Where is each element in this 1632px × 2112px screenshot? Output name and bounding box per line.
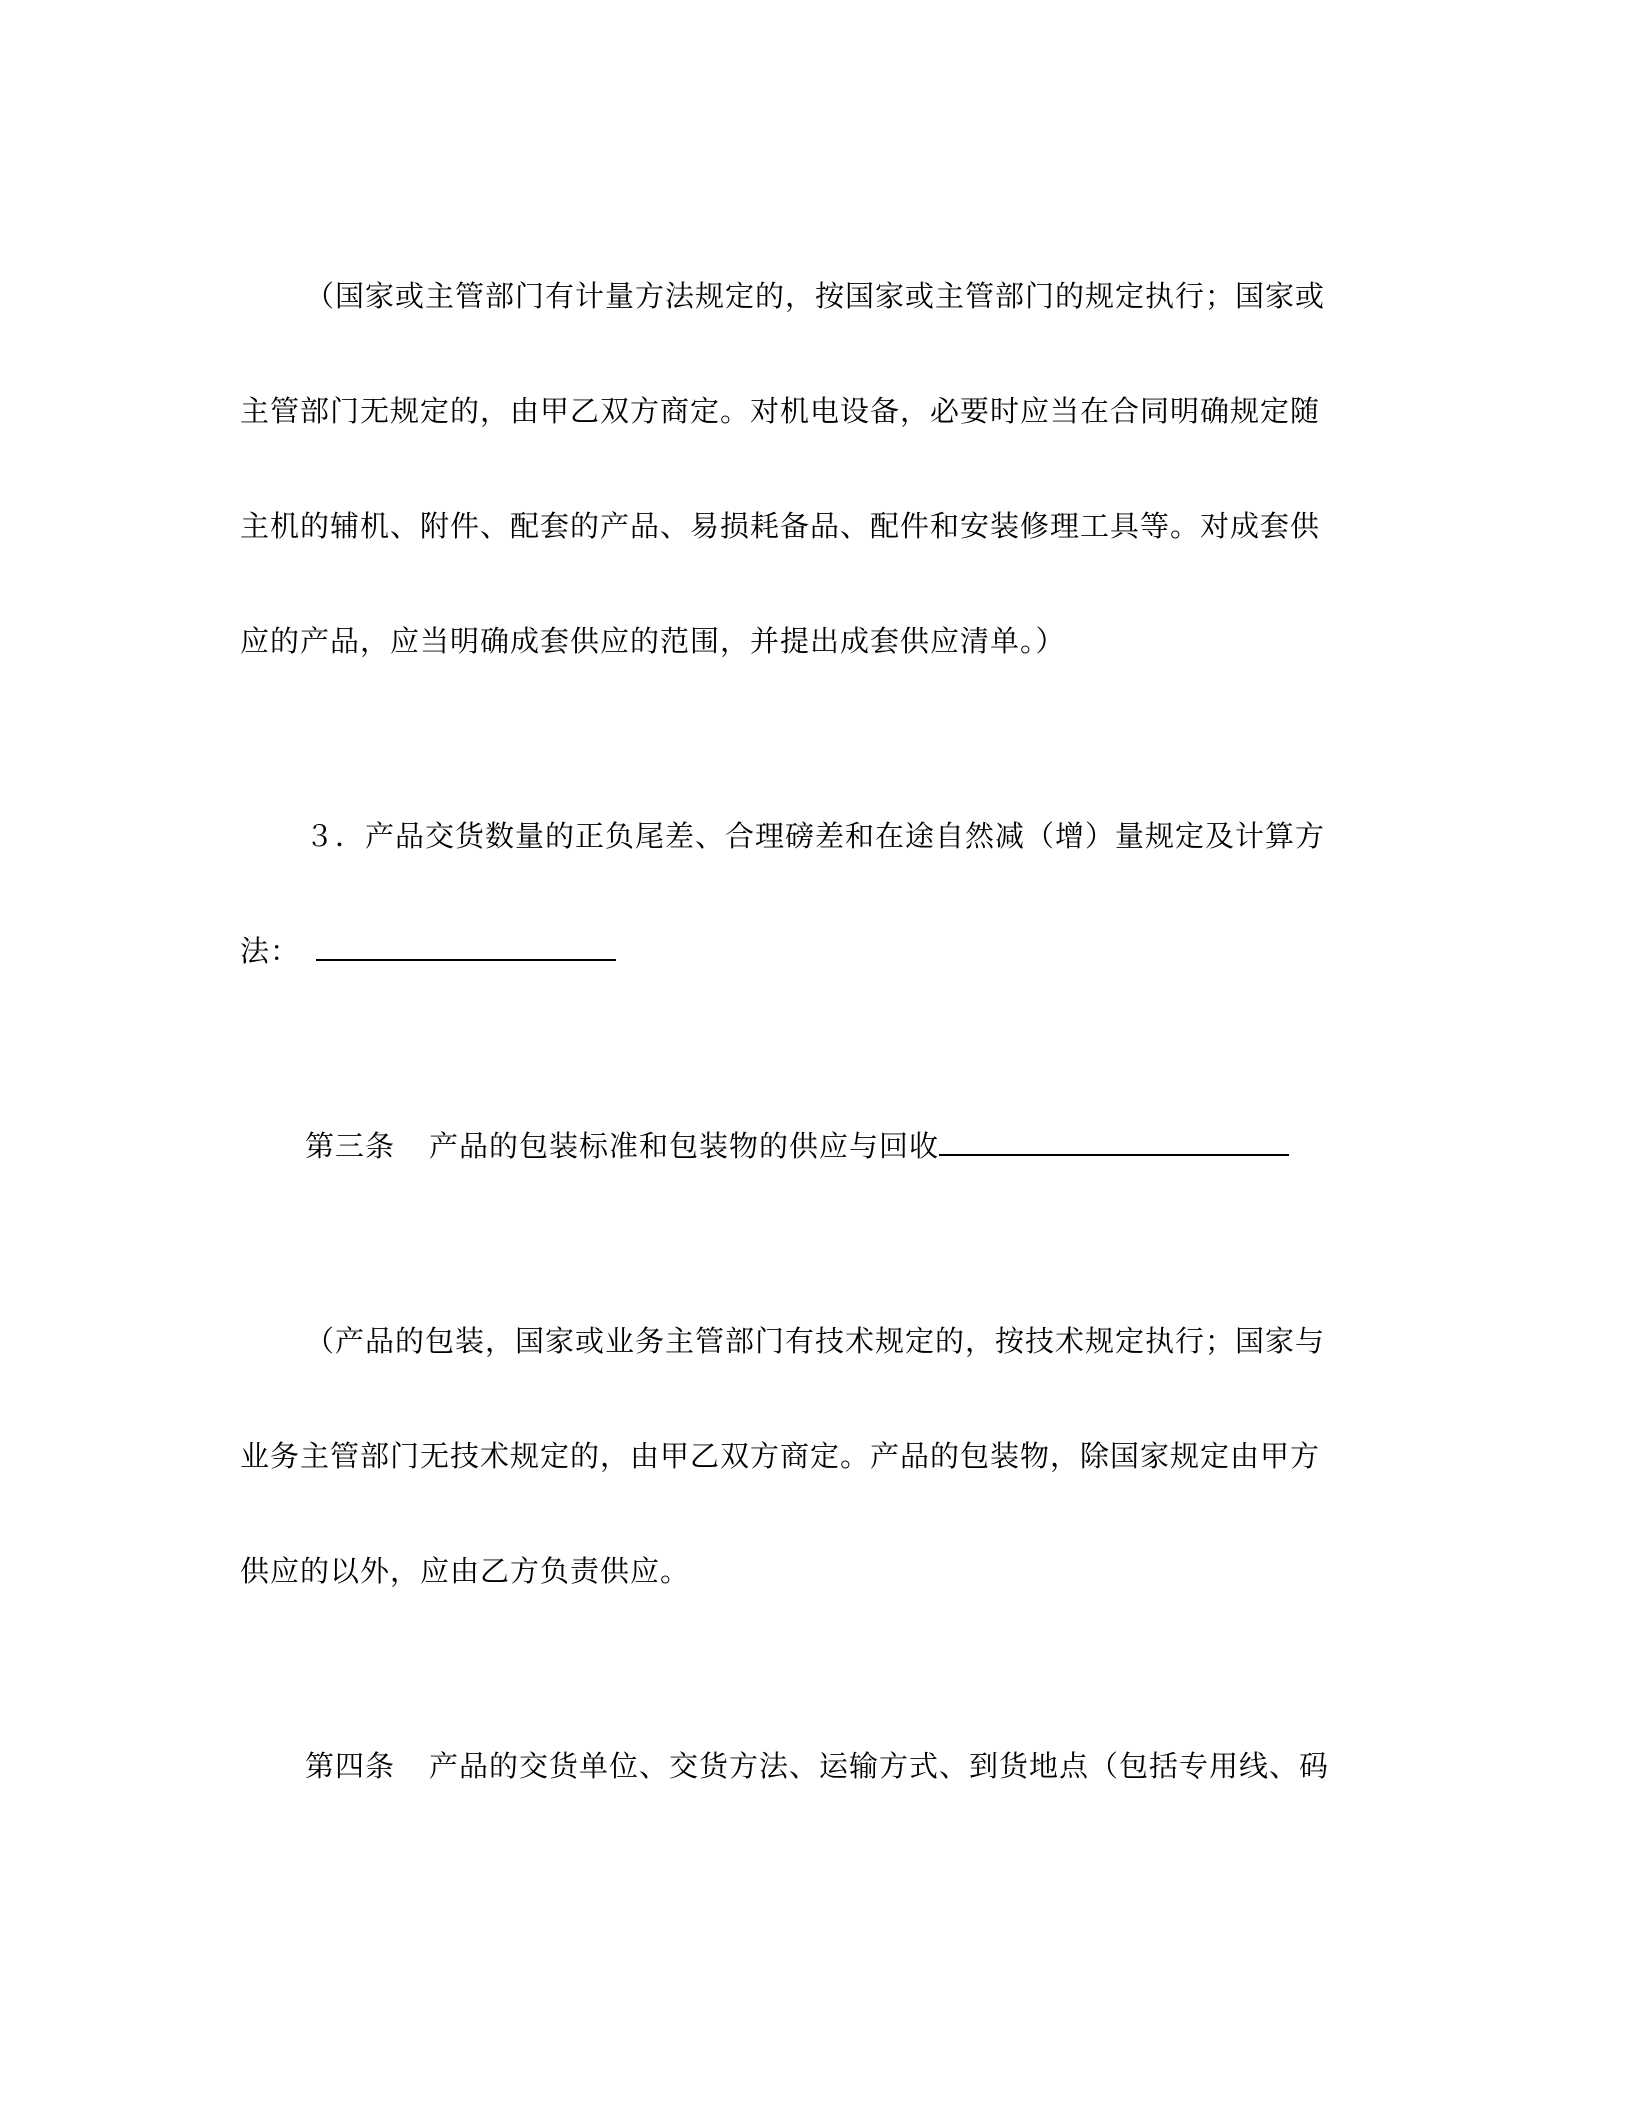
para1-line-3: 主机的辅机、附件、配套的产品、易损耗备品、配件和安装修理工具等。对成套供 [240,509,1321,543]
item3-label: 法： [240,934,301,968]
article4-heading [305,1744,1400,1788]
para2-line-3: 供应的以外，应由乙方负责供应。 [240,1554,691,1588]
item3-line-2 [240,929,1400,973]
para1-line-1: （国家或主管部门有计量方法规定的，按国家或主管部门的规定执行；国家或 [305,279,1326,313]
article4-title: 产品的交货单位、交货方法、运输方式、到货地点（包括专用线、码 [429,1749,1330,1783]
article4-number: 第四条 [305,1749,396,1783]
article3-heading [305,1124,1400,1168]
item3-fill-blank[interactable] [316,929,616,961]
para1-line-4: 应的产品，应当明确成套供应的范围，并提出成套供应清单。） [240,624,1066,658]
para1-line-2: 主管部门无规定的，由甲乙双方商定。对机电设备，必要时应当在合同明确规定随 [240,394,1321,428]
article3-number: 第三条 [305,1129,396,1163]
para2-line-2: 业务主管部门无技术规定的，由甲乙双方商定。产品的包装物，除国家规定由甲方 [240,1439,1321,1473]
article3-fill-blank[interactable] [939,1124,1289,1156]
para2-line-1: （产品的包装，国家或业务主管部门有技术规定的，按技术规定执行；国家与 [305,1324,1326,1358]
article3-title: 产品的包装标准和包装物的供应与回收 [429,1129,940,1163]
item3-line-1: ３．产品交货数量的正负尾差、合理磅差和在途自然减（增）量规定及计算方 [305,819,1326,853]
